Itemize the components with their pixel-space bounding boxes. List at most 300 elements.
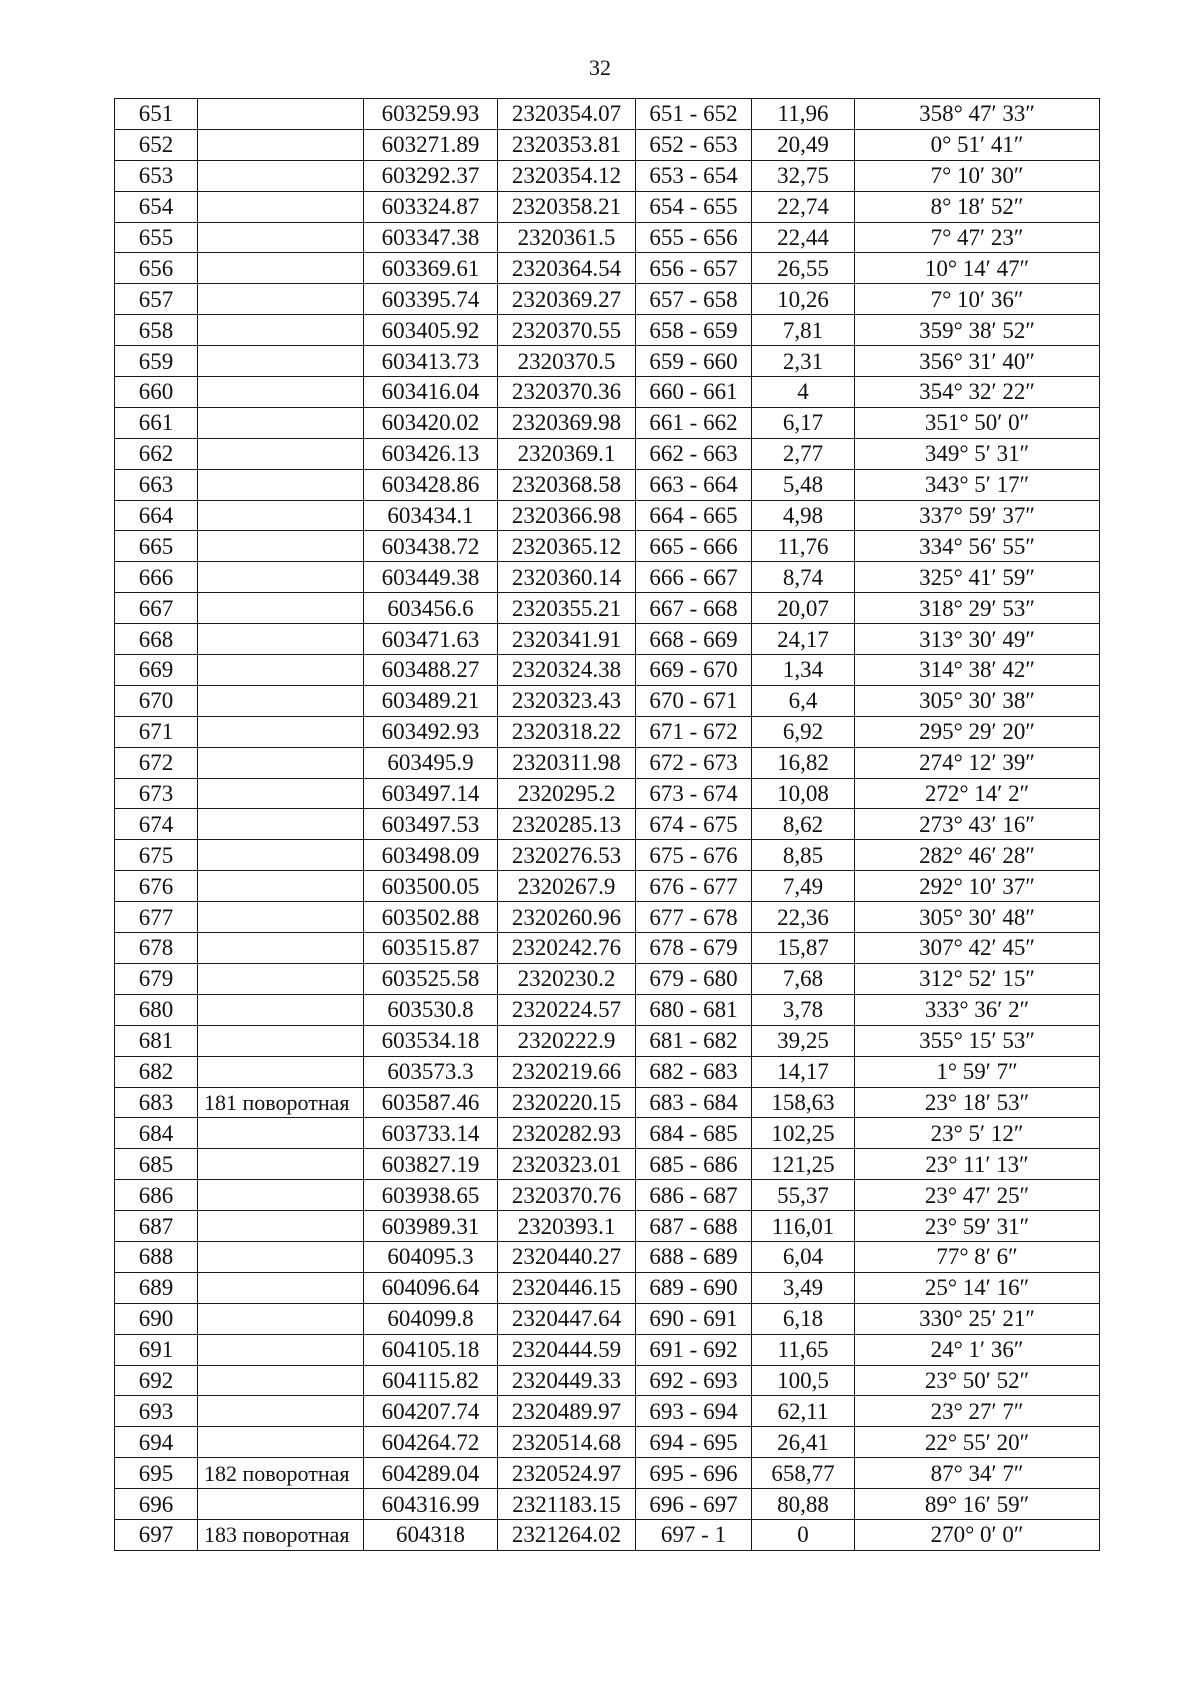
distance-cell: 7,81 — [752, 315, 855, 346]
point-note-cell — [198, 871, 364, 902]
x-coordinate-cell: 603534.18 — [364, 1025, 498, 1056]
point-note-cell — [198, 253, 364, 284]
x-coordinate-cell: 604207.74 — [364, 1396, 498, 1427]
segment-cell: 686 - 687 — [636, 1180, 752, 1211]
distance-cell: 24,17 — [752, 624, 855, 655]
bearing-cell: 343° 5′ 17″ — [855, 469, 1100, 500]
bearing-cell: 334° 56′ 55″ — [855, 531, 1100, 562]
point-note-cell — [198, 315, 364, 346]
point-number-cell: 689 — [115, 1272, 198, 1303]
segment-cell: 658 - 659 — [636, 315, 752, 346]
x-coordinate-cell: 603515.87 — [364, 933, 498, 964]
table-row — [115, 1087, 1100, 1118]
point-note-cell: 181 поворотная — [198, 1087, 364, 1118]
bearing-cell: 24° 1′ 36″ — [855, 1334, 1100, 1365]
bearing-cell: 356° 31′ 40″ — [855, 346, 1100, 377]
point-note-cell — [198, 994, 364, 1025]
point-number-cell: 670 — [115, 685, 198, 716]
point-note-cell — [198, 562, 364, 593]
x-coordinate-cell: 603488.27 — [364, 655, 498, 686]
bearing-cell: 23° 27′ 7″ — [855, 1396, 1100, 1427]
distance-cell: 2,31 — [752, 346, 855, 377]
segment-cell: 653 - 654 — [636, 160, 752, 191]
point-note-cell: 182 поворотная — [198, 1458, 364, 1489]
segment-cell: 688 - 689 — [636, 1241, 752, 1272]
point-number-cell: 687 — [115, 1211, 198, 1242]
table-row — [115, 624, 1100, 655]
table-row — [115, 809, 1100, 840]
table-row — [115, 1211, 1100, 1242]
table-row — [115, 1149, 1100, 1180]
x-coordinate-cell: 603938.65 — [364, 1180, 498, 1211]
point-number-cell: 664 — [115, 500, 198, 531]
segment-cell: 696 - 697 — [636, 1489, 752, 1520]
segment-cell: 683 - 684 — [636, 1087, 752, 1118]
y-coordinate-cell: 2320524.97 — [498, 1458, 636, 1489]
y-coordinate-cell: 2320219.66 — [498, 1056, 636, 1087]
y-coordinate-cell: 2320365.12 — [498, 531, 636, 562]
x-coordinate-cell: 603438.72 — [364, 531, 498, 562]
x-coordinate-cell: 603500.05 — [364, 871, 498, 902]
table-row — [115, 191, 1100, 222]
point-number-cell: 669 — [115, 655, 198, 686]
distance-cell: 10,08 — [752, 778, 855, 809]
distance-cell: 1,34 — [752, 655, 855, 686]
page-number: 32 — [589, 55, 611, 80]
table-row — [115, 963, 1100, 994]
bearing-cell: 23° 18′ 53″ — [855, 1087, 1100, 1118]
segment-cell: 687 - 688 — [636, 1211, 752, 1242]
point-number-cell: 661 — [115, 407, 198, 438]
bearing-cell: 312° 52′ 15″ — [855, 963, 1100, 994]
point-number-cell: 652 — [115, 129, 198, 160]
x-coordinate-cell: 604115.82 — [364, 1365, 498, 1396]
x-coordinate-cell: 603259.93 — [364, 99, 498, 130]
y-coordinate-cell: 2320369.1 — [498, 438, 636, 469]
distance-cell: 11,65 — [752, 1334, 855, 1365]
table-row — [115, 1365, 1100, 1396]
x-coordinate-cell: 603405.92 — [364, 315, 498, 346]
table-row — [115, 1272, 1100, 1303]
point-note-cell — [198, 438, 364, 469]
bearing-cell: 282° 46′ 28″ — [855, 840, 1100, 871]
table-row — [115, 716, 1100, 747]
distance-cell: 10,26 — [752, 284, 855, 315]
segment-cell: 651 - 652 — [636, 99, 752, 130]
point-number-cell: 681 — [115, 1025, 198, 1056]
point-number-cell: 674 — [115, 809, 198, 840]
table-row — [115, 1458, 1100, 1489]
x-coordinate-cell: 603827.19 — [364, 1149, 498, 1180]
y-coordinate-cell: 2320276.53 — [498, 840, 636, 871]
bearing-cell: 354° 32′ 22″ — [855, 377, 1100, 408]
table-row — [115, 655, 1100, 686]
table-row — [115, 1118, 1100, 1149]
segment-cell: 697 - 1 — [636, 1519, 752, 1550]
point-number-cell: 668 — [115, 624, 198, 655]
point-note-cell — [198, 840, 364, 871]
distance-cell: 22,74 — [752, 191, 855, 222]
bearing-cell: 270° 0′ 0″ — [855, 1519, 1100, 1550]
table-row — [115, 1303, 1100, 1334]
y-coordinate-cell: 2320324.38 — [498, 655, 636, 686]
point-number-cell: 653 — [115, 160, 198, 191]
distance-cell: 658,77 — [752, 1458, 855, 1489]
table-row — [115, 1519, 1100, 1550]
y-coordinate-cell: 2320366.98 — [498, 500, 636, 531]
point-number-cell: 662 — [115, 438, 198, 469]
y-coordinate-cell: 2320341.91 — [498, 624, 636, 655]
y-coordinate-cell: 2320311.98 — [498, 747, 636, 778]
segment-cell: 662 - 663 — [636, 438, 752, 469]
distance-cell: 22,44 — [752, 222, 855, 253]
table-row — [115, 346, 1100, 377]
bearing-cell: 89° 16′ 59″ — [855, 1489, 1100, 1520]
segment-cell: 663 - 664 — [636, 469, 752, 500]
distance-cell: 3,49 — [752, 1272, 855, 1303]
y-coordinate-cell: 2320440.27 — [498, 1241, 636, 1272]
table-row — [115, 315, 1100, 346]
x-coordinate-cell: 604096.64 — [364, 1272, 498, 1303]
x-coordinate-cell: 603573.3 — [364, 1056, 498, 1087]
point-note-cell — [198, 377, 364, 408]
y-coordinate-cell: 2320446.15 — [498, 1272, 636, 1303]
distance-cell: 80,88 — [752, 1489, 855, 1520]
point-note-cell — [198, 500, 364, 531]
table-row — [115, 500, 1100, 531]
x-coordinate-cell: 603413.73 — [364, 346, 498, 377]
y-coordinate-cell: 2320353.81 — [498, 129, 636, 160]
point-number-cell: 685 — [115, 1149, 198, 1180]
y-coordinate-cell: 2320224.57 — [498, 994, 636, 1025]
point-number-cell: 667 — [115, 593, 198, 624]
distance-cell: 8,85 — [752, 840, 855, 871]
y-coordinate-cell: 2320285.13 — [498, 809, 636, 840]
bearing-cell: 274° 12′ 39″ — [855, 747, 1100, 778]
point-number-cell: 672 — [115, 747, 198, 778]
point-number-cell: 688 — [115, 1241, 198, 1272]
point-number-cell: 666 — [115, 562, 198, 593]
point-number-cell: 663 — [115, 469, 198, 500]
x-coordinate-cell: 603497.14 — [364, 778, 498, 809]
segment-cell: 682 - 683 — [636, 1056, 752, 1087]
y-coordinate-cell: 2320370.76 — [498, 1180, 636, 1211]
table-row — [115, 222, 1100, 253]
y-coordinate-cell: 2320295.2 — [498, 778, 636, 809]
x-coordinate-cell: 603395.74 — [364, 284, 498, 315]
y-coordinate-cell: 2320358.21 — [498, 191, 636, 222]
coordinates-table — [114, 98, 1100, 1551]
bearing-cell: 273° 43′ 16″ — [855, 809, 1100, 840]
point-number-cell: 656 — [115, 253, 198, 284]
y-coordinate-cell: 2320370.5 — [498, 346, 636, 377]
distance-cell: 8,62 — [752, 809, 855, 840]
y-coordinate-cell: 2320369.27 — [498, 284, 636, 315]
x-coordinate-cell: 603989.31 — [364, 1211, 498, 1242]
x-coordinate-cell: 603587.46 — [364, 1087, 498, 1118]
y-coordinate-cell: 2320318.22 — [498, 716, 636, 747]
point-number-cell: 676 — [115, 871, 198, 902]
x-coordinate-cell: 604318 — [364, 1519, 498, 1550]
y-coordinate-cell: 2320222.9 — [498, 1025, 636, 1056]
point-number-cell: 665 — [115, 531, 198, 562]
x-coordinate-cell: 603498.09 — [364, 840, 498, 871]
point-number-cell: 660 — [115, 377, 198, 408]
point-note-cell — [198, 191, 364, 222]
table-row — [115, 994, 1100, 1025]
distance-cell: 5,48 — [752, 469, 855, 500]
y-coordinate-cell: 2320489.97 — [498, 1396, 636, 1427]
x-coordinate-cell: 603733.14 — [364, 1118, 498, 1149]
segment-cell: 667 - 668 — [636, 593, 752, 624]
distance-cell: 39,25 — [752, 1025, 855, 1056]
point-note-cell: 183 поворотная — [198, 1519, 364, 1550]
x-coordinate-cell: 603347.38 — [364, 222, 498, 253]
point-note-cell — [198, 1241, 364, 1272]
bearing-cell: 318° 29′ 53″ — [855, 593, 1100, 624]
y-coordinate-cell: 2320323.43 — [498, 685, 636, 716]
distance-cell: 26,55 — [752, 253, 855, 284]
y-coordinate-cell: 2320364.54 — [498, 253, 636, 284]
y-coordinate-cell: 2320354.12 — [498, 160, 636, 191]
table-row — [115, 1334, 1100, 1365]
segment-cell: 684 - 685 — [636, 1118, 752, 1149]
y-coordinate-cell: 2320323.01 — [498, 1149, 636, 1180]
segment-cell: 675 - 676 — [636, 840, 752, 871]
point-note-cell — [198, 129, 364, 160]
y-coordinate-cell: 2321183.15 — [498, 1489, 636, 1520]
distance-cell: 100,5 — [752, 1365, 855, 1396]
y-coordinate-cell: 2320447.64 — [498, 1303, 636, 1334]
bearing-cell: 7° 10′ 36″ — [855, 284, 1100, 315]
point-number-cell: 694 — [115, 1427, 198, 1458]
point-note-cell — [198, 716, 364, 747]
point-number-cell: 651 — [115, 99, 198, 130]
bearing-cell: 7° 10′ 30″ — [855, 160, 1100, 191]
bearing-cell: 23° 59′ 31″ — [855, 1211, 1100, 1242]
distance-cell: 3,78 — [752, 994, 855, 1025]
point-note-cell — [198, 809, 364, 840]
point-note-cell — [198, 284, 364, 315]
bearing-cell: 8° 18′ 52″ — [855, 191, 1100, 222]
distance-cell: 7,68 — [752, 963, 855, 994]
segment-cell: 692 - 693 — [636, 1365, 752, 1396]
x-coordinate-cell: 603492.93 — [364, 716, 498, 747]
x-coordinate-cell: 604264.72 — [364, 1427, 498, 1458]
distance-cell: 20,07 — [752, 593, 855, 624]
bearing-cell: 272° 14′ 2″ — [855, 778, 1100, 809]
bearing-cell: 307° 42′ 45″ — [855, 933, 1100, 964]
table-row — [115, 284, 1100, 315]
segment-cell: 671 - 672 — [636, 716, 752, 747]
point-number-cell: 693 — [115, 1396, 198, 1427]
segment-cell: 672 - 673 — [636, 747, 752, 778]
segment-cell: 676 - 677 — [636, 871, 752, 902]
x-coordinate-cell: 603434.1 — [364, 500, 498, 531]
y-coordinate-cell: 2320230.2 — [498, 963, 636, 994]
point-note-cell — [198, 1272, 364, 1303]
y-coordinate-cell: 2320368.58 — [498, 469, 636, 500]
point-number-cell: 655 — [115, 222, 198, 253]
point-note-cell — [198, 531, 364, 562]
bearing-cell: 305° 30′ 48″ — [855, 902, 1100, 933]
point-number-cell: 692 — [115, 1365, 198, 1396]
distance-cell: 6,92 — [752, 716, 855, 747]
distance-cell: 32,75 — [752, 160, 855, 191]
bearing-cell: 325° 41′ 59″ — [855, 562, 1100, 593]
bearing-cell: 23° 50′ 52″ — [855, 1365, 1100, 1396]
distance-cell: 20,49 — [752, 129, 855, 160]
y-coordinate-cell: 2320393.1 — [498, 1211, 636, 1242]
y-coordinate-cell: 2320514.68 — [498, 1427, 636, 1458]
table-row — [115, 1396, 1100, 1427]
point-number-cell: 682 — [115, 1056, 198, 1087]
distance-cell: 7,49 — [752, 871, 855, 902]
table-row — [115, 593, 1100, 624]
table-row — [115, 129, 1100, 160]
bearing-cell: 351° 50′ 0″ — [855, 407, 1100, 438]
point-note-cell — [198, 346, 364, 377]
point-note-cell — [198, 963, 364, 994]
point-note-cell — [198, 1334, 364, 1365]
x-coordinate-cell: 604289.04 — [364, 1458, 498, 1489]
table-row — [115, 407, 1100, 438]
y-coordinate-cell: 2320361.5 — [498, 222, 636, 253]
table-row — [115, 377, 1100, 408]
distance-cell: 6,04 — [752, 1241, 855, 1272]
segment-cell: 659 - 660 — [636, 346, 752, 377]
point-number-cell: 690 — [115, 1303, 198, 1334]
table-row — [115, 871, 1100, 902]
point-note-cell — [198, 469, 364, 500]
bearing-cell: 23° 5′ 12″ — [855, 1118, 1100, 1149]
y-coordinate-cell: 2320449.33 — [498, 1365, 636, 1396]
x-coordinate-cell: 603530.8 — [364, 994, 498, 1025]
x-coordinate-cell: 603495.9 — [364, 747, 498, 778]
y-coordinate-cell: 2320370.55 — [498, 315, 636, 346]
segment-cell: 690 - 691 — [636, 1303, 752, 1334]
distance-cell: 11,96 — [752, 99, 855, 130]
bearing-cell: 330° 25′ 21″ — [855, 1303, 1100, 1334]
bearing-cell: 23° 47′ 25″ — [855, 1180, 1100, 1211]
x-coordinate-cell: 603489.21 — [364, 685, 498, 716]
table-row — [115, 685, 1100, 716]
x-coordinate-cell: 604316.99 — [364, 1489, 498, 1520]
point-number-cell: 696 — [115, 1489, 198, 1520]
point-note-cell — [198, 778, 364, 809]
y-coordinate-cell: 2320354.07 — [498, 99, 636, 130]
table-row — [115, 1241, 1100, 1272]
point-number-cell: 678 — [115, 933, 198, 964]
point-note-cell — [198, 902, 364, 933]
bearing-cell: 295° 29′ 20″ — [855, 716, 1100, 747]
distance-cell: 26,41 — [752, 1427, 855, 1458]
segment-cell: 691 - 692 — [636, 1334, 752, 1365]
x-coordinate-cell: 603416.04 — [364, 377, 498, 408]
segment-cell: 673 - 674 — [636, 778, 752, 809]
x-coordinate-cell: 604099.8 — [364, 1303, 498, 1334]
point-number-cell: 654 — [115, 191, 198, 222]
point-number-cell: 683 — [115, 1087, 198, 1118]
distance-cell: 16,82 — [752, 747, 855, 778]
segment-cell: 656 - 657 — [636, 253, 752, 284]
table-row — [115, 1056, 1100, 1087]
segment-cell: 678 - 679 — [636, 933, 752, 964]
distance-cell: 22,36 — [752, 902, 855, 933]
segment-cell: 681 - 682 — [636, 1025, 752, 1056]
bearing-cell: 25° 14′ 16″ — [855, 1272, 1100, 1303]
table-row — [115, 1489, 1100, 1520]
x-coordinate-cell: 603449.38 — [364, 562, 498, 593]
x-coordinate-cell: 603497.53 — [364, 809, 498, 840]
point-note-cell — [198, 1056, 364, 1087]
point-number-cell: 677 — [115, 902, 198, 933]
table-row — [115, 778, 1100, 809]
bearing-cell: 349° 5′ 31″ — [855, 438, 1100, 469]
point-number-cell: 684 — [115, 1118, 198, 1149]
point-note-cell — [198, 1427, 364, 1458]
y-coordinate-cell: 2320260.96 — [498, 902, 636, 933]
bearing-cell: 358° 47′ 33″ — [855, 99, 1100, 130]
distance-cell: 102,25 — [752, 1118, 855, 1149]
distance-cell: 6,18 — [752, 1303, 855, 1334]
distance-cell: 14,17 — [752, 1056, 855, 1087]
point-note-cell — [198, 1180, 364, 1211]
distance-cell: 0 — [752, 1519, 855, 1550]
point-note-cell — [198, 1303, 364, 1334]
point-note-cell — [198, 1149, 364, 1180]
table-row — [115, 933, 1100, 964]
point-number-cell: 686 — [115, 1180, 198, 1211]
y-coordinate-cell: 2320444.59 — [498, 1334, 636, 1365]
segment-cell: 693 - 694 — [636, 1396, 752, 1427]
segment-cell: 654 - 655 — [636, 191, 752, 222]
x-coordinate-cell: 603369.61 — [364, 253, 498, 284]
segment-cell: 694 - 695 — [636, 1427, 752, 1458]
bearing-cell: 0° 51′ 41″ — [855, 129, 1100, 160]
y-coordinate-cell: 2320267.9 — [498, 871, 636, 902]
point-note-cell — [198, 160, 364, 191]
segment-cell: 674 - 675 — [636, 809, 752, 840]
x-coordinate-cell: 603271.89 — [364, 129, 498, 160]
bearing-cell: 1° 59′ 7″ — [855, 1056, 1100, 1087]
point-note-cell — [198, 1489, 364, 1520]
y-coordinate-cell: 2321264.02 — [498, 1519, 636, 1550]
segment-cell: 655 - 656 — [636, 222, 752, 253]
distance-cell: 4,98 — [752, 500, 855, 531]
segment-cell: 668 - 669 — [636, 624, 752, 655]
table-row — [115, 902, 1100, 933]
y-coordinate-cell: 2320242.76 — [498, 933, 636, 964]
point-note-cell — [198, 407, 364, 438]
y-coordinate-cell: 2320369.98 — [498, 407, 636, 438]
point-note-cell — [198, 1118, 364, 1149]
segment-cell: 677 - 678 — [636, 902, 752, 933]
bearing-cell: 305° 30′ 38″ — [855, 685, 1100, 716]
x-coordinate-cell: 603292.37 — [364, 160, 498, 191]
segment-cell: 670 - 671 — [636, 685, 752, 716]
table-row — [115, 253, 1100, 284]
table-row — [115, 99, 1100, 130]
x-coordinate-cell: 603324.87 — [364, 191, 498, 222]
bearing-cell: 87° 34′ 7″ — [855, 1458, 1100, 1489]
bearing-cell: 333° 36′ 2″ — [855, 994, 1100, 1025]
segment-cell: 685 - 686 — [636, 1149, 752, 1180]
bearing-cell: 23° 11′ 13″ — [855, 1149, 1100, 1180]
segment-cell: 661 - 662 — [636, 407, 752, 438]
x-coordinate-cell: 603525.58 — [364, 963, 498, 994]
y-coordinate-cell: 2320220.15 — [498, 1087, 636, 1118]
